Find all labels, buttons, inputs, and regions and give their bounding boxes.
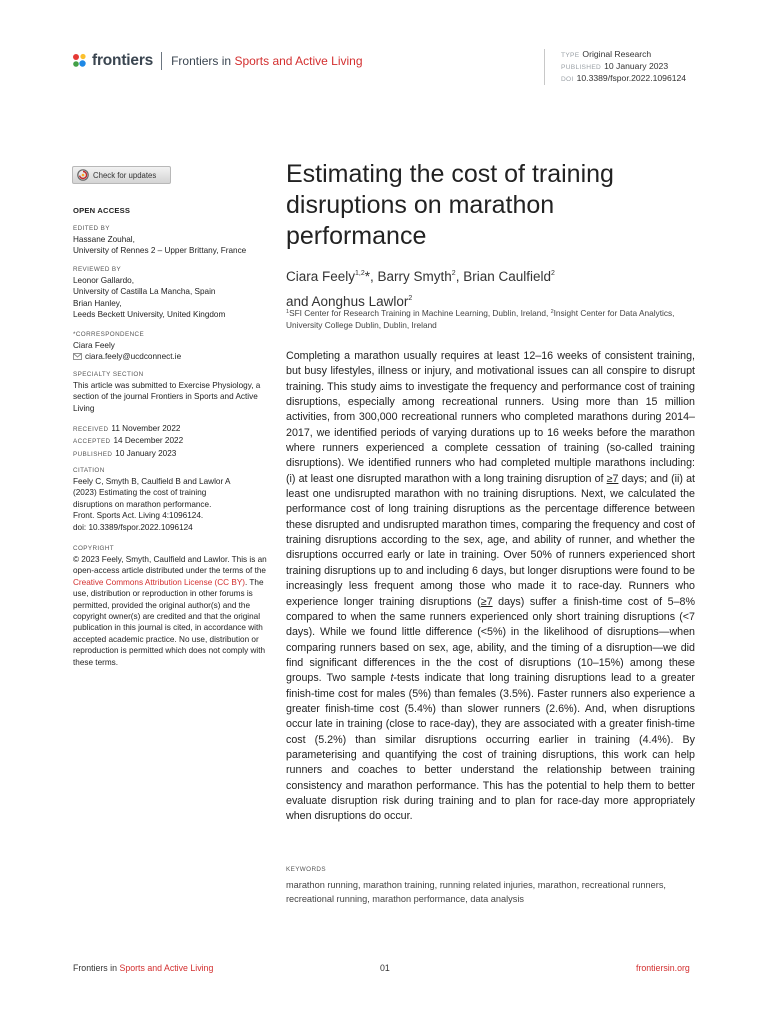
correspondence: *CORRESPONDENCE Ciara Feely ciara.feely@ucdconnect.ie [73,330,273,363]
open-access-label: OPEN ACCESS [73,206,131,215]
author-name[interactable]: Brian Caulfield [463,269,552,284]
frontiers-logo[interactable] [72,51,363,71]
author-name[interactable]: Ciara Feely [286,269,356,284]
affiliations: $^1$SFI Center for Research Training in Machine Learning, Dublin, Ireland, $^2$Insight Center for Data Analytics, University College Dublin, Dublin, Ireland [286,308,675,330]
article-dates: RECEIVED 11 November 2022 ACCEPTED 14 December 2022 PUBLISHED 10 January 2023 [73,424,184,458]
published-date: 10 January 2023 [604,61,669,71]
logo-text: frontiers [92,52,154,69]
citation: CITATION Feely C, Smyth B, Caulfield B and Lawlor A (2023) Estimating the cost of training disruptions on marathon performance. Front. Sports Act. Living 4:1096124. doi: 10.3389/fspor.2022.1096124 [73,467,231,532]
email-icon [73,353,82,360]
footer-journal[interactable]: Frontiers in Sports and Active Living [73,963,214,973]
check-updates-icon [77,169,89,181]
edited-by: EDITED BY Hassane Zouhal, University of Rennes 2 – Upper Brittany, France [73,225,247,256]
article-title: Estimating the cost of training disruptions on marathon performance [286,160,614,250]
copyright: COPYRIGHT © 2023 Feely, Smyth, Caulfield and Lawlor. This is an open-access article distributed under the terms of the Creative Commons Attribution License (CC BY). The use, distribution or reproduction in other forums is permitted, provided the original author(s) and the copyright owner(s) are credited and that the original publication in this journal is cited, in accordance with accepted academic practice. No use, distribution or reproduction is permitted which does not comply with these terms. [73,545,267,667]
article-meta: TYPE Original Research PUBLISHED 10 January 2023 DOI 10.3389/fspor.2022.1096124 [544,49,686,85]
correspondence-email[interactable]: ciara.feely@ucdconnect.ie [73,351,273,362]
abstract: Completing a marathon usually requires at least 12–16 weeks of consistent training, but busy lifestyles, illness or injury, and motivational issues can all conspire to disrupt training. This study aims to investigate the frequency and performance cost of training disruptions, especially among recreational runners. Using more than 15 million activities, from 300,000 recreational runners who completed marathons during 2014–2017, we identified periods of varying durations up to 16 weeks before the marathon where runners experienced a complete cessation of training (so-called training disruptions). We identified runners who had completed multiple marathons including: (i) at least one disrupted marathon with a long training disruption of ≥7 days; and (ii) at least one undisrupted marathon with no training disruptions. Next, we calculated the performance cost of long training disruptions as the percentage difference between these disrupted and undisrupted marathon times, comparing the frequency and cost of training disruptions according to the sex, age, and ability of runner, and whether the disruptions occurred early or late in training. Over 50% of runners experienced short training disruptions up to and including 6 days, but longer disruptions were found to be increasingly less frequent among those who made it to race-day. Runners who experience longer training disruptions (≥7 days) suffer a finish-time cost of 5–8% compared to when the same runners experienced only short training disruptions (<7 days). While we found little difference (<5%) in the likelihood of disruptions—when comparing runners based on sex, age, ability, and the timing of a disruption—we did find significant differences in the the cost of disruptions (10–15%) among these groups. Two sample t-tests indicate that long training disruptions lead to a greater finish-time cost for males (5%) than females (3.5%). Faster runners also experience a greater finish-time cost (5.4%) than slower runners (2.6%). And, when disruptions occur late in training (close to race-day), they are associated with a greater finish-time cost (5.2%) than similar disruptions occurring earlier in training (4.4%). By parameterising and quantifying the cost of training disruptions, this work can help runners and coaches to better understand the relationship between training consistency and marathon performance. This has the potential to help them to better evaluate disruption risk during training and to plan for race-day more appropriately when disruptions do occur. [286,350,696,823]
header-divider [161,52,162,70]
doi-link[interactable]: 10.3389/fspor.2022.1096124 [576,73,687,83]
footer-site-link[interactable]: frontiersin.org [636,963,690,973]
author-name[interactable]: and Aonghus Lawlor [286,294,409,309]
keywords-label: KEYWORDS [286,866,326,873]
page-number: 01 [380,963,390,973]
specialty-section: SPECIALTY SECTION This article was submitted to Exercise Physiology, a section of the journal Frontiers in Sports and Active Living [73,371,261,413]
journal-name[interactable]: Frontiers in Sports and Active Living [171,54,363,68]
cc-by-license-link[interactable]: Creative Commons Attribution License (CC BY) [73,577,246,587]
check-for-updates-button[interactable]: Check for updates [72,166,171,184]
keywords: marathon running, marathon training, running related injuries, marathon, recreational runners, recreational running, marathon performance, data analysis [286,880,666,904]
reviewed-by: REVIEWED BY Leonor Gallardo, University of Castilla La Mancha, Spain Brian Hanley, Leeds Beckett University, United Kingdom [73,266,226,320]
article-type: Original Research [582,49,652,59]
author-list: Ciara Feely$^{1,2}$*, Barry Smyth$^2$, Brian Caulfield$^2$ and Aonghus Lawlor$^2$ [286,269,555,309]
frontiers-logo-icon [72,53,88,69]
author-name[interactable]: Barry Smyth [377,269,452,284]
